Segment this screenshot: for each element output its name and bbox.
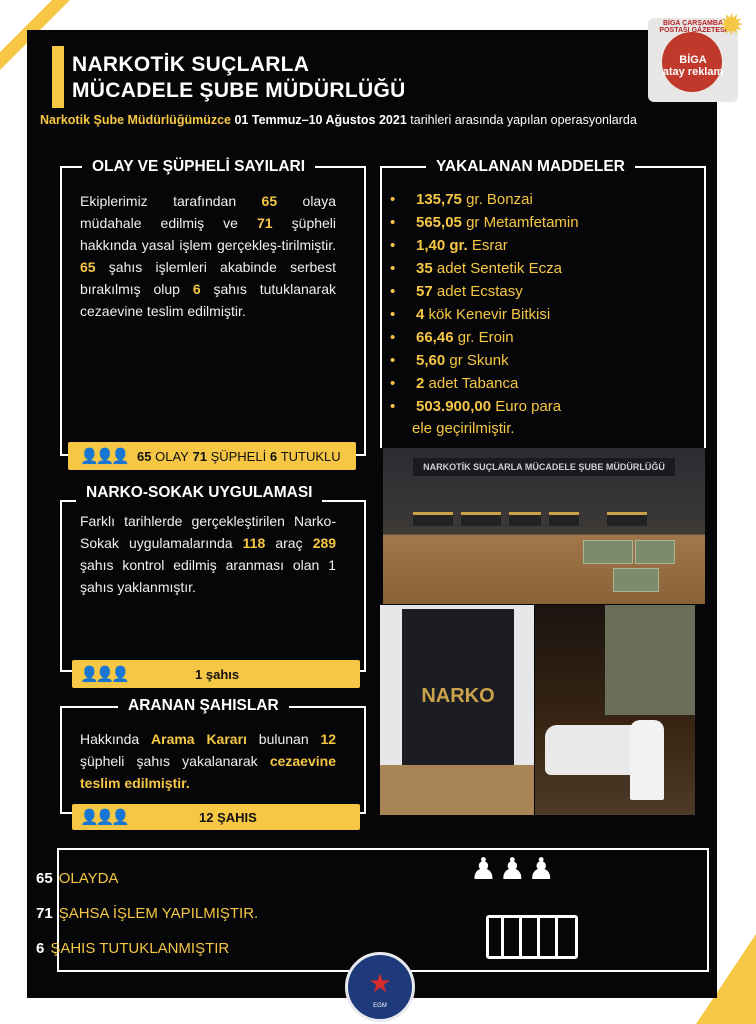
subtitle-suffix: tarihleri arasında yapılan operasyonlarda	[410, 113, 637, 127]
bar-t1: OLAY	[155, 448, 189, 464]
olay-title: OLAY VE ŞÜPHELİ SAYILARI	[82, 158, 315, 176]
summary-text-2: ŞAHSA İŞLEM YAPILMIŞTIR.	[58, 905, 259, 922]
aranan-t3: şüpheli şahıs yakalanarak	[80, 753, 258, 769]
item-name: gr. Bonzai	[466, 191, 533, 208]
narko-title: NARKO-SOKAK UYGULAMASI	[76, 484, 322, 502]
photo-money	[613, 568, 659, 592]
aranan-text	[80, 728, 336, 794]
maddeler-item	[390, 303, 579, 326]
maddeler-item	[390, 280, 579, 303]
subtitle-dates: 01 Temmuz–10 Ağustos 2021	[234, 113, 407, 127]
narko-stand-photo	[380, 605, 534, 815]
summary-text-3: ŞAHIS TUTUKLANMIŞTIR	[50, 940, 230, 957]
police-emblem	[345, 952, 415, 1022]
jail-bar	[555, 918, 558, 956]
jail-bar	[537, 918, 540, 956]
narko-t1: Farklı tarihlerde gerçekleştirilen Narko-Sokak uygulamalarında	[80, 513, 336, 551]
photo-table	[380, 765, 534, 815]
bullet-icon: •	[390, 237, 396, 254]
photo-box	[549, 512, 579, 526]
item-amount: 57	[416, 283, 433, 300]
narko-summary-bar	[72, 660, 360, 688]
aranan-t2: bulunan	[258, 731, 309, 747]
item-name: gr. Eroin	[457, 329, 514, 346]
maddeler-item	[390, 326, 579, 349]
maddeler-tail: ele geçirilmiştir.	[412, 420, 515, 437]
maddeler-item	[390, 395, 579, 418]
item-name: Esrar	[471, 237, 508, 254]
narko-t2: araç	[275, 535, 303, 551]
suspects-icon: ♟♟♟	[470, 852, 557, 887]
narko-text	[80, 510, 336, 598]
summary-line-3	[36, 940, 229, 957]
bullet-icon: •	[390, 329, 396, 346]
aranan-n1: 12	[320, 731, 337, 747]
narko-logo: NARKO	[421, 685, 495, 707]
maddeler-item	[390, 188, 579, 211]
narko-bar-text: 1 şahıs	[195, 666, 240, 682]
subtitle	[40, 113, 720, 127]
item-amount: 135,75	[416, 191, 462, 208]
photo-box	[413, 512, 453, 526]
olay-t1: Ekiplerimiz tarafından	[80, 193, 237, 209]
sun-icon: ✹	[718, 8, 744, 43]
bullet-icon: •	[390, 283, 396, 300]
aranan-b2: cezaevine teslim edilmiştir.	[80, 753, 336, 791]
summary-line-2	[36, 905, 258, 922]
photo-money	[583, 540, 633, 564]
people-icon: 👤👤👤	[80, 809, 128, 826]
newspaper-logo	[648, 8, 744, 102]
bar-n3: 6	[269, 448, 278, 464]
people-icon: 👤👤👤	[80, 448, 128, 465]
summary-num-2: 71	[36, 905, 53, 922]
narko-t3: şahıs kontrol edilmiş aranması olan 1 şahıs yaklanmıştır.	[80, 557, 336, 595]
summary-line-1	[36, 870, 118, 887]
photo-box	[461, 512, 501, 526]
photo-box	[607, 512, 647, 526]
item-amount: 35	[416, 260, 433, 277]
item-name: Euro para	[495, 398, 562, 415]
maddeler-title: YAKALANAN MADDELER	[426, 158, 635, 176]
aranan-b1: Arama Kararı	[151, 731, 247, 747]
photo-banner: NARKOTİK SUÇLARLA MÜCADELE ŞUBE MÜDÜRLÜĞÜ	[413, 458, 675, 476]
item-amount: 503.900,00	[416, 398, 492, 415]
narko-n2: 289	[312, 535, 337, 551]
bullet-icon: •	[390, 375, 396, 392]
olay-n2: 71	[257, 215, 273, 231]
olay-t4: şahıs işlemleri akabinde serbest bırakılmış olup	[80, 259, 336, 297]
olay-n1: 65	[261, 193, 278, 209]
item-name: gr Skunk	[449, 352, 509, 369]
item-amount: 66,46	[416, 329, 454, 346]
star-icon: ★	[368, 969, 392, 999]
narko-n1: 118	[242, 535, 266, 551]
item-name: adet Tabanca	[428, 375, 519, 392]
aranan-bar-text: 12 ŞAHIS	[199, 809, 257, 825]
photo-officer	[630, 720, 664, 800]
olay-text	[80, 190, 336, 322]
bullet-icon: •	[390, 214, 396, 231]
maddeler-item	[390, 372, 579, 395]
title-accent-bar	[52, 46, 64, 108]
olay-n3: 65	[80, 259, 96, 275]
item-amount: 565,05	[416, 214, 462, 231]
photo-money	[635, 540, 675, 564]
title-line-2: MÜCADELE ŞUBE MÜDÜRLÜĞÜ	[72, 79, 406, 102]
bullet-icon: •	[390, 352, 396, 369]
olay-t5: şahıs tutuklanarak cezaevine teslim edilmiştir.	[80, 281, 336, 319]
item-name: adet Ecstasy	[436, 283, 523, 300]
bar-t3: TUTUKLU	[280, 448, 341, 464]
maddeler-list	[390, 188, 579, 418]
maddeler-item	[390, 234, 579, 257]
jail-bar	[501, 918, 504, 956]
maddeler-item	[390, 211, 579, 234]
bar-n2: 71	[192, 448, 207, 464]
item-amount: 4	[416, 306, 425, 323]
maddeler-item	[390, 257, 579, 280]
maddeler-item	[390, 349, 579, 372]
emblem-text: EGM	[373, 1003, 387, 1009]
logo-inner: atay reklam	[662, 66, 724, 78]
photo-box	[509, 512, 541, 526]
people-icon: 👤👤👤	[80, 666, 128, 683]
summary-num-3: 6	[36, 940, 45, 957]
street-operation-photo	[535, 605, 695, 815]
logo-text	[648, 54, 738, 78]
summary-text-1: OLAYDA	[58, 870, 119, 887]
bar-t2: ŞÜPHELİ	[210, 448, 267, 464]
olay-n4: 6	[192, 281, 201, 297]
jail-icon	[486, 915, 578, 959]
jail-bar	[519, 918, 522, 956]
bullet-icon: •	[390, 398, 396, 415]
seized-items-photo	[383, 448, 705, 604]
olay-t3: şüpheli hakkında yasal işlem gerçekleş-tirilmiştir.	[80, 215, 337, 253]
photo-building	[605, 605, 695, 715]
olay-summary-bar	[68, 442, 356, 470]
bar-n1: 65	[137, 448, 152, 464]
title-line-1: NARKOTİK SUÇLARLA	[72, 53, 310, 76]
item-name: kök Kenevir Bitkisi	[428, 306, 551, 323]
item-name: gr Metamfetamin	[466, 214, 579, 231]
logo-ring-text: BİGA ÇARŞAMBA POSTASI GAZETESİ	[659, 20, 727, 34]
item-amount: 1,40 gr.	[416, 237, 468, 254]
subtitle-prefix: Narkotik Şube Müdürlüğümüzce	[40, 113, 231, 127]
bullet-icon: •	[390, 260, 396, 277]
bullet-icon: •	[390, 191, 396, 208]
summary-num-1: 65	[36, 870, 53, 887]
page-title	[72, 52, 406, 104]
bullet-icon: •	[390, 306, 396, 323]
item-name: adet Sentetik Ecza	[436, 260, 562, 277]
olay-t2: olaya müdahale edilmiş ve	[80, 193, 336, 231]
aranan-summary-bar	[72, 804, 360, 830]
aranan-title: ARANAN ŞAHISLAR	[118, 697, 289, 715]
aranan-t1: Hakkında	[80, 731, 140, 747]
logo-name: BİGA	[679, 54, 707, 66]
item-amount: 2	[416, 375, 425, 392]
item-amount: 5,60	[416, 352, 446, 369]
